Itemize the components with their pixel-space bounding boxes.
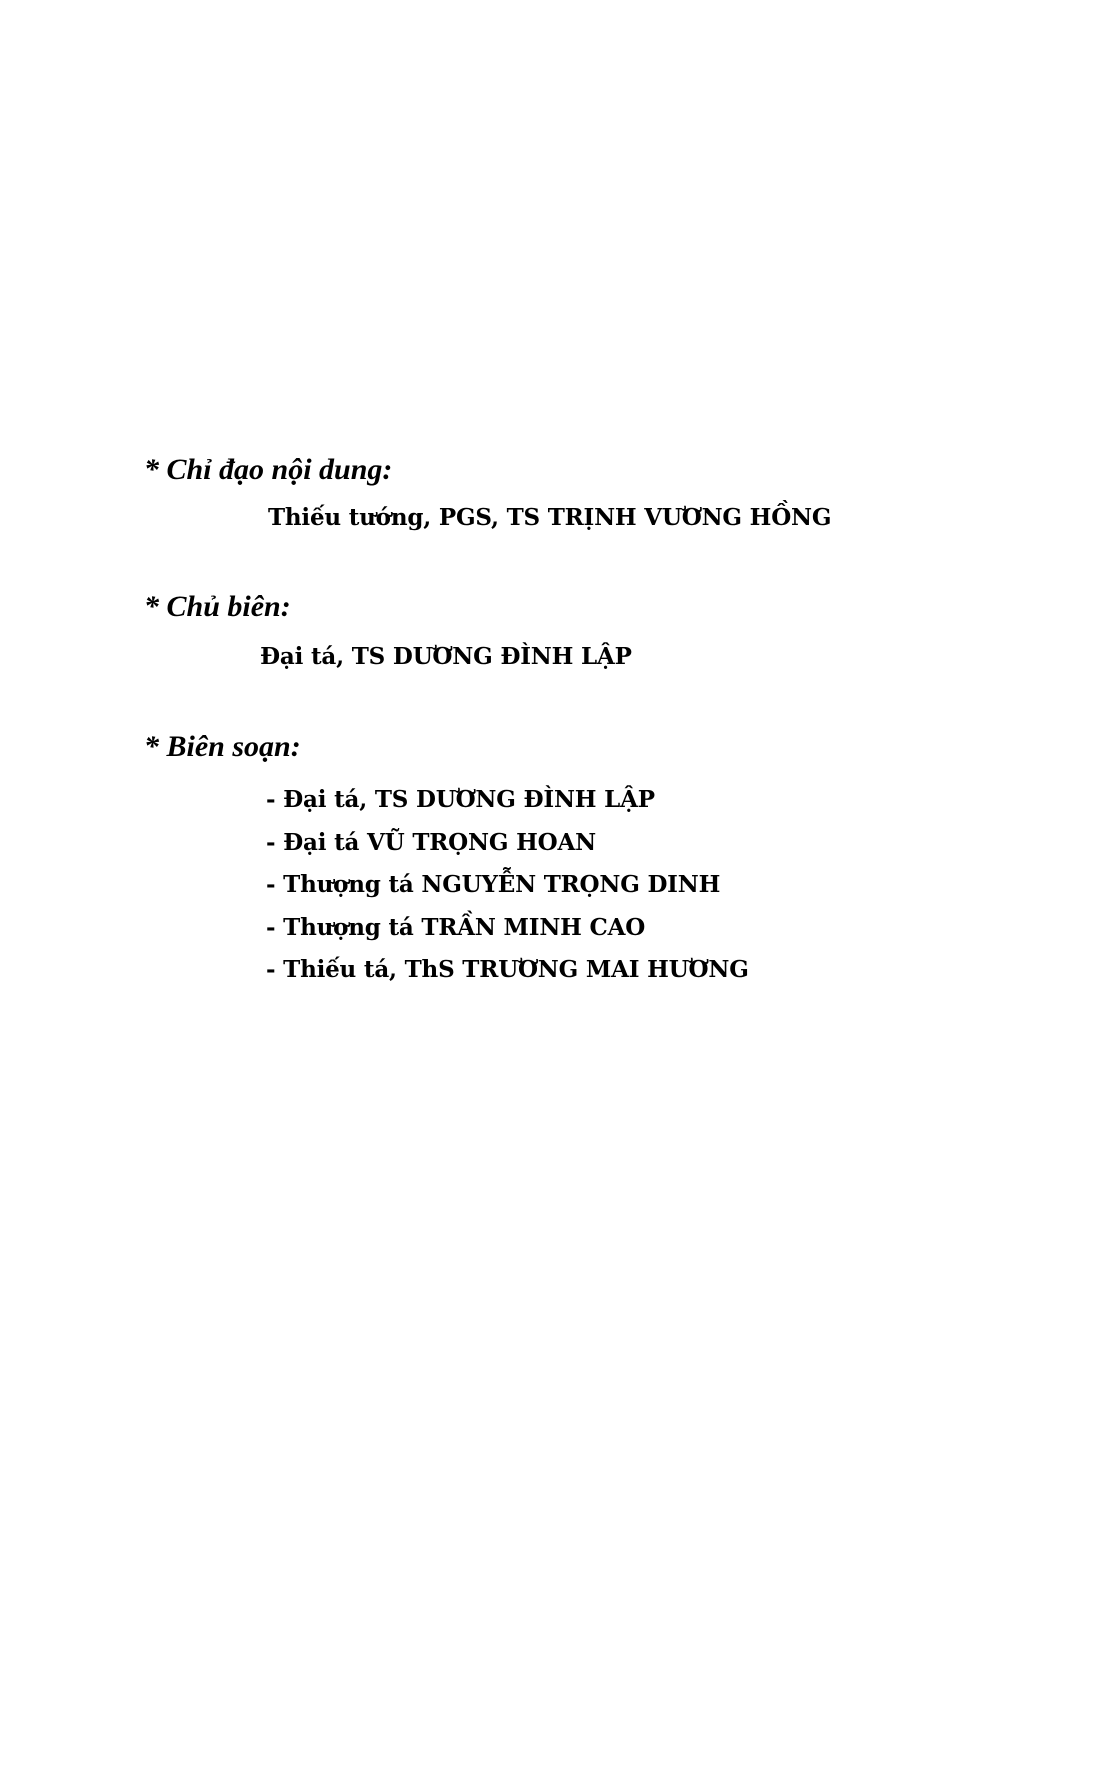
direction-heading: * Chỉ đạo nội dung: (144, 453, 393, 486)
compiler-item: - Đại tá, TS DƯƠNG ĐÌNH LẬP (266, 786, 655, 813)
compiler-item: - Đại tá VŨ TRỌNG HOAN (266, 828, 596, 856)
direction-person: Thiếu tướng, PGS, TS TRỊNH VƯƠNG HỒNG (268, 504, 832, 531)
editor-in-chief-heading: * Chủ biên: (144, 590, 291, 623)
compiler-item: - Thiếu tá, ThS TRƯƠNG MAI HƯƠNG (266, 956, 749, 983)
compilers-heading: * Biên soạn: (144, 730, 301, 763)
compiler-item: - Thượng tá TRẦN MINH CAO (266, 913, 646, 941)
editor-in-chief-person: Đại tá, TS DƯƠNG ĐÌNH LẬP (260, 643, 632, 670)
compiler-item: - Thượng tá NGUYỄN TRỌNG DINH (266, 871, 721, 898)
compilers-list (266, 779, 749, 992)
